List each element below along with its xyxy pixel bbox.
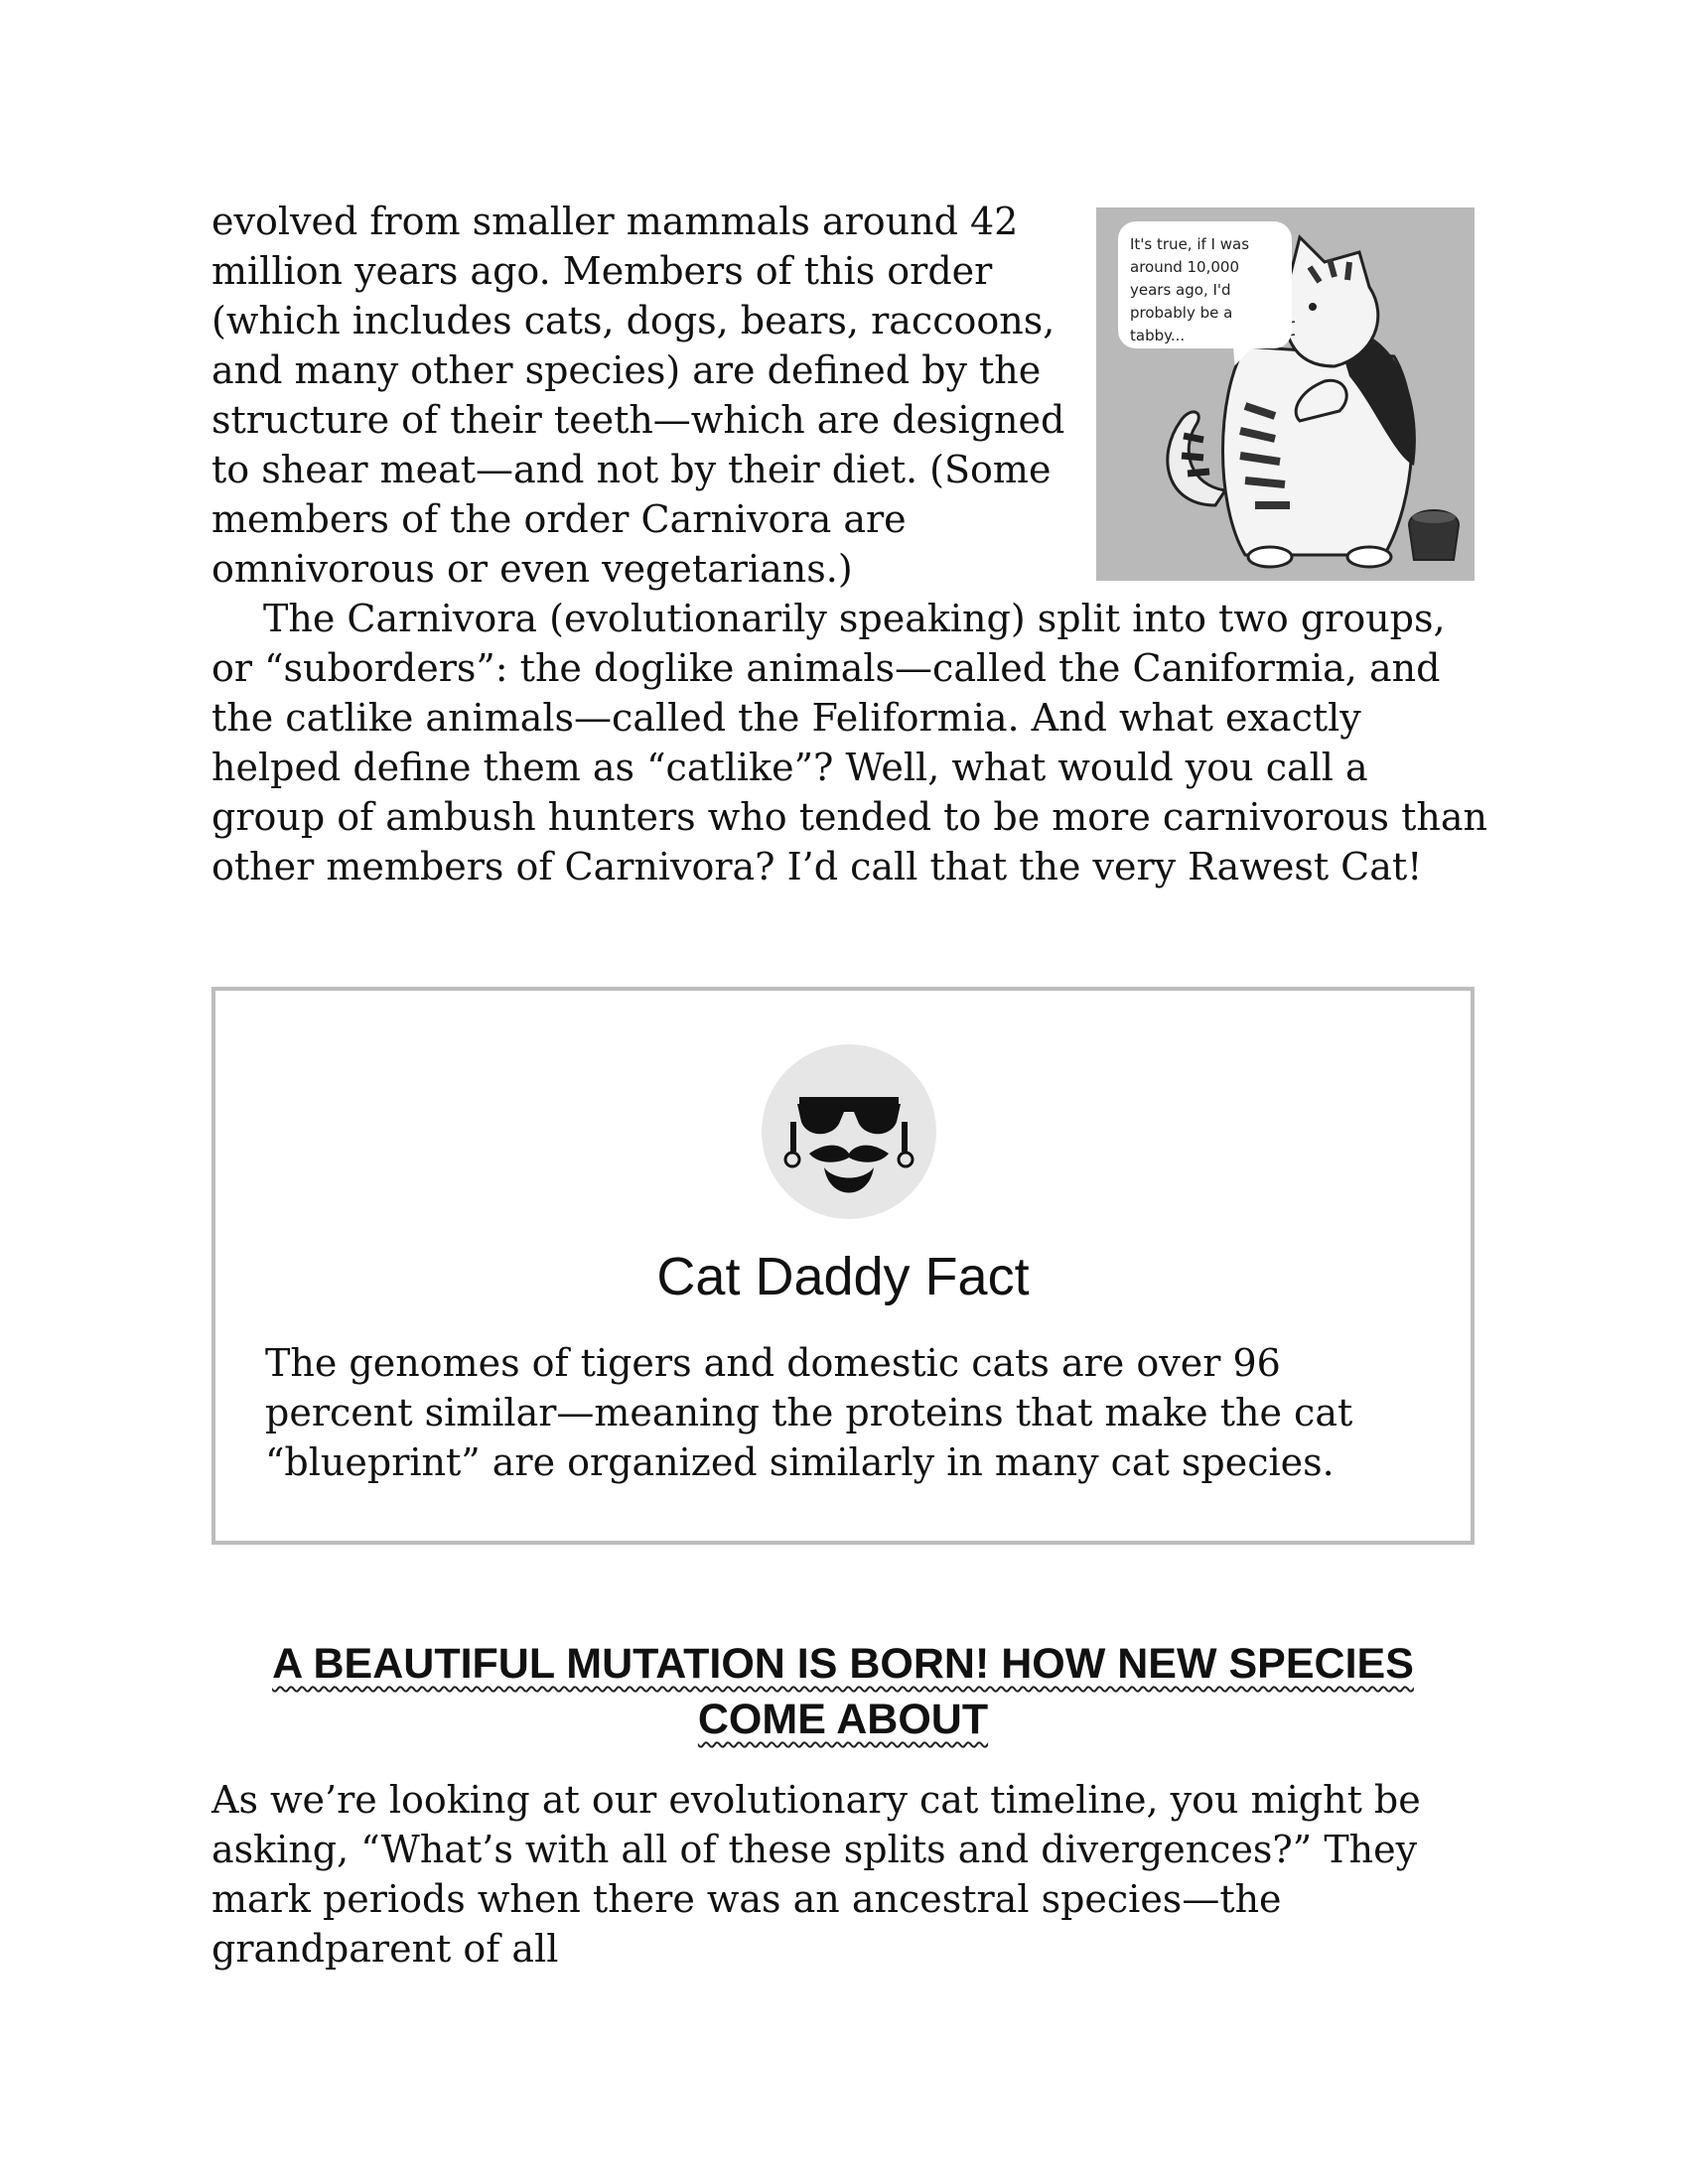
intro-text: evolved from smaller mammals around 42 million years ago. Members of this order (which includes cats, dogs, bears, raccoons, and many other species) are defined by the structure of their teeth—which are designed to shear meat—and not by their diet. (Some members of the order Carnivora are omnivorous or even vegetarians.) <box>211 200 1065 591</box>
section-heading: A BEAUTIFUL MUTATION IS BORN! HOW NEW SPECIES COME ABOUT <box>272 1640 1414 1743</box>
body-paragraph <box>211 594 1492 891</box>
fact-title: Cat Daddy Fact <box>656 1247 1030 1306</box>
cat-illustration <box>1096 207 1475 581</box>
closing-text: As we’re looking at our evolutionary cat timeline, you might be asking, “What’s with all of these splits and divergences?” They mark periods when there was an ancestral species—the grandparent of all <box>211 1778 1421 1971</box>
fact-text: The genomes of tigers and domestic cats are over 96 percent similar—meaning the proteins that make the cat “blueprint” are organized similarly in many cat species. <box>265 1341 1353 1484</box>
body-text: The Carnivora (evolutionarily speaking) split into two groups, or “suborders”: the doglike animals—called the Caniformia, and the catlike animals—called the Feliformia. And what exactly helped define them as “catlike”? Well, what would you call a group of ambush hunters who tended to be more carnivorous than other members of Carnivora? I’d call that the very Rawest Cat! <box>211 597 1487 888</box>
fact-box <box>211 987 1475 1545</box>
speech-bubble <box>1118 221 1292 348</box>
speech-text: It's true, if I was around 10,000 years ago, I'd probably be a tabby... <box>1130 235 1250 344</box>
intro-paragraph <box>211 197 1085 594</box>
closing-paragraph <box>211 1775 1492 1974</box>
cat-daddy-avatar-icon <box>760 1042 938 1221</box>
